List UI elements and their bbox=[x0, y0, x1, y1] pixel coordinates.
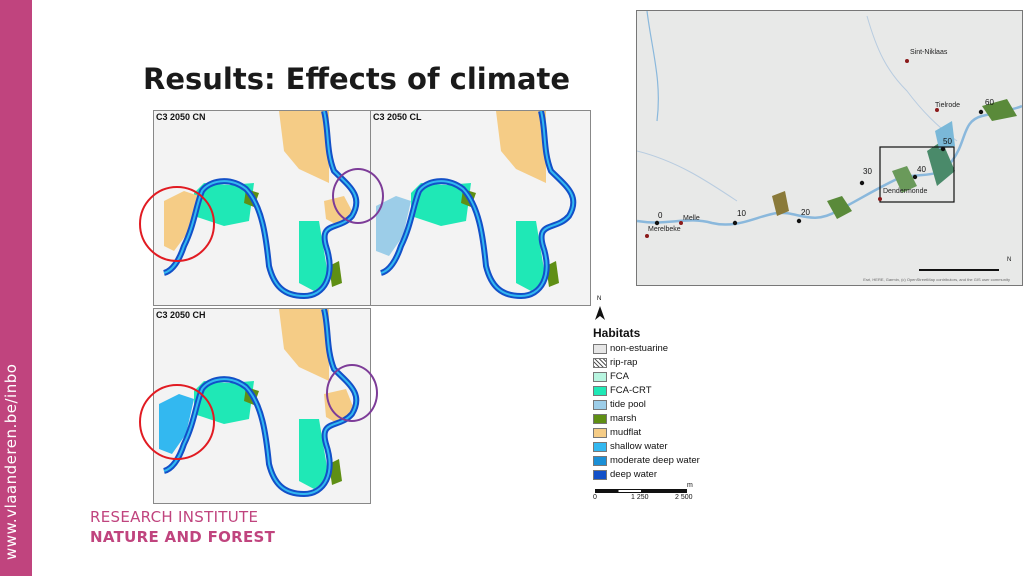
panel-label: C3 2050 CL bbox=[373, 112, 422, 122]
map-panel-cl bbox=[370, 110, 591, 306]
km-marker-label: 10 bbox=[737, 209, 746, 218]
legend-swatch bbox=[593, 414, 607, 424]
legend-item: FCA-CRT bbox=[593, 384, 652, 397]
north-label: N bbox=[597, 296, 602, 302]
scale-bar bbox=[593, 484, 703, 504]
place-label: Melle bbox=[683, 215, 700, 222]
location-inset-map bbox=[636, 10, 1023, 286]
km-marker-label: 40 bbox=[917, 165, 926, 174]
brand-sidebar bbox=[0, 0, 32, 576]
km-marker-label: 60 bbox=[985, 98, 994, 107]
legend-item: shallow water bbox=[593, 440, 668, 453]
panel-label: C3 2050 CH bbox=[156, 310, 206, 320]
map-credit: Esri, HERE, Garmin, (c) OpenStreetMap contributors, and the GIS user community bbox=[863, 277, 1010, 282]
north-arrow-icon bbox=[593, 300, 607, 322]
scale-bar-graphic bbox=[595, 489, 687, 493]
km-marker-label: 20 bbox=[801, 208, 810, 217]
legend-swatch bbox=[593, 442, 607, 452]
legend-item: marsh bbox=[593, 412, 636, 425]
legend-swatch bbox=[593, 400, 607, 410]
logo-line-1: RESEARCH INSTITUTE bbox=[90, 508, 259, 526]
habitat-legend bbox=[593, 296, 743, 505]
place-label: Tielrode bbox=[935, 102, 961, 109]
scale-tick: 2 500 bbox=[675, 494, 693, 501]
legend-title: Habitats bbox=[593, 326, 641, 340]
legend-swatch bbox=[593, 428, 607, 438]
scale-unit: m bbox=[687, 482, 693, 489]
legend-item: rip-rap bbox=[593, 356, 637, 369]
place-label: Sint-Niklaas bbox=[910, 49, 948, 56]
highlight-circle-red bbox=[139, 186, 215, 262]
legend-item: moderate deep water bbox=[593, 454, 700, 467]
place-label: Merelbeke bbox=[648, 226, 681, 233]
institute-logo bbox=[90, 508, 275, 546]
legend-item: non-estuarine bbox=[593, 342, 668, 355]
km-marker-label: 30 bbox=[863, 167, 872, 176]
highlight-circle-red bbox=[139, 384, 215, 460]
panel-label: C3 2050 CN bbox=[156, 112, 206, 122]
highlight-circle-purple bbox=[332, 168, 384, 224]
legend-swatch bbox=[593, 344, 607, 354]
km-marker-label: 50 bbox=[943, 137, 952, 146]
km-marker-label: 0 bbox=[658, 211, 663, 220]
sidebar-url[interactable]: www.vlaanderen.be/inbo bbox=[2, 363, 20, 560]
legend-swatch bbox=[593, 456, 607, 466]
legend-swatch-riprap bbox=[593, 358, 607, 368]
inset-map-graphic bbox=[637, 11, 1022, 285]
logo-line-2: NATURE AND FOREST bbox=[90, 528, 276, 546]
legend-swatch bbox=[593, 470, 607, 480]
legend-swatch bbox=[593, 372, 607, 382]
legend-item: mudflat bbox=[593, 426, 641, 439]
slide-title: Results: Effects of climate bbox=[143, 62, 571, 96]
legend-item: tide pool bbox=[593, 398, 646, 411]
place-label: Dendermonde bbox=[883, 188, 928, 195]
inset-north-label: N bbox=[1007, 257, 1012, 263]
highlight-circle-purple bbox=[326, 364, 378, 422]
scale-tick: 1 250 bbox=[631, 494, 649, 501]
legend-item: deep water bbox=[593, 468, 657, 481]
legend-item: FCA bbox=[593, 370, 629, 383]
legend-swatch bbox=[593, 386, 607, 396]
scale-tick: 0 bbox=[593, 494, 597, 501]
habitat-map bbox=[371, 111, 590, 305]
